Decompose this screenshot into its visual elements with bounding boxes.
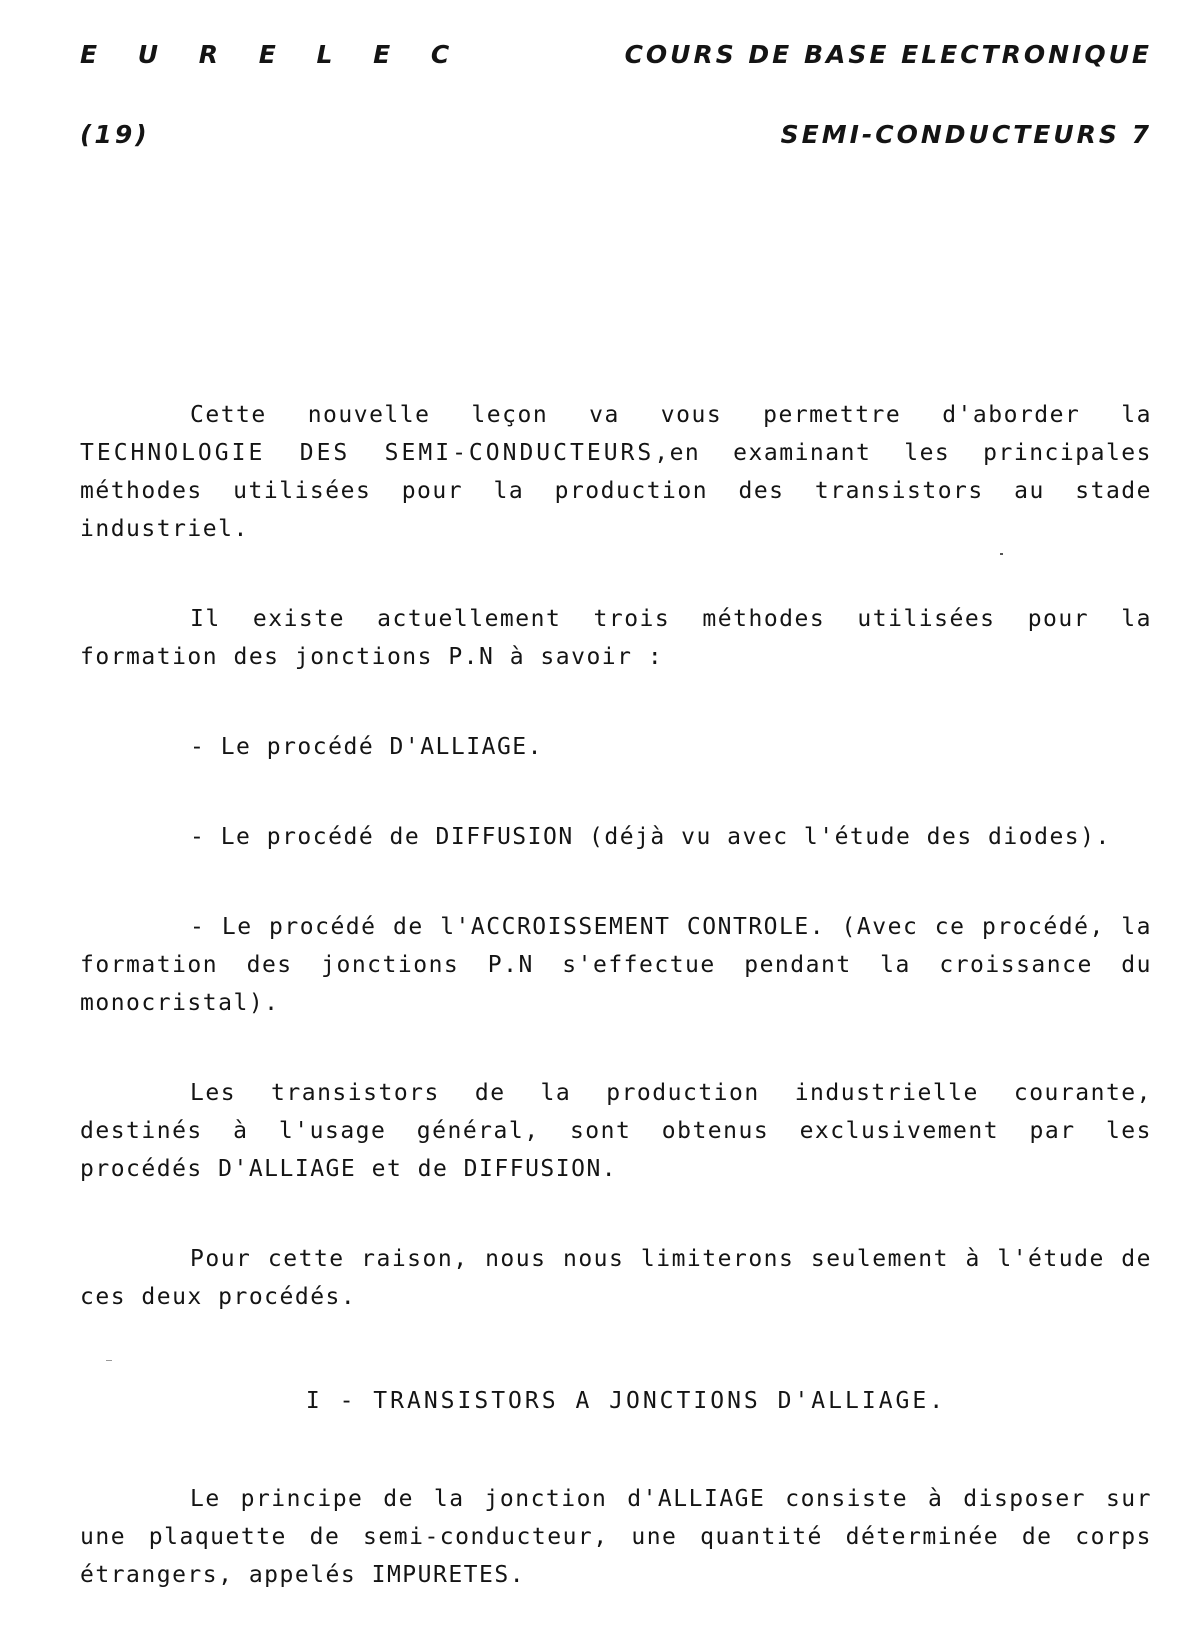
method-item-controlled-growth: - Le procédé de l'ACCROISSEMENT CONTROLE. (Avec ce procédé, la formation des jonctions P.N s'effectue pendant la croissance du monocristal). [80,914,1152,1016]
methods-intro-paragraph: Il existe actuellement trois méthodes utilisées pour la formation des jonctions P.N à savoir : [80,606,1152,670]
brand-name: E U R E L E C [80,40,466,69]
page-header [80,40,1152,69]
method-item-alloy: - Le procédé D'ALLIAGE. [190,734,543,760]
page-number: (19) [80,120,150,149]
alloy-principle-paragraph: Le principe de la jonction d'ALLIAGE consiste à disposer sur une plaquette de semi-conducteur, une quantité déterminée de corps étrangers, appelés IMPURETES. [80,1486,1152,1588]
intro-paragraph [80,396,1152,548]
intro-rest: ,en examinant les principales méthodes utilisées pour la production des transistors au stade industriel. [80,440,1152,542]
section-title: I - TRANSISTORS A JONCTIONS D'ALLIAGE. [305,1388,947,1414]
page-subheader [80,120,1152,149]
scan-speck [106,1360,112,1361]
industrial-transistors-paragraph: Les transistors de la production industrielle courante, destinés à l'usage général, sont obtenus exclusivement par les procédés D'ALLIAGE et de DIFFUSION. [80,1080,1152,1182]
intro-lead: Cette nouvelle leçon va vous permettre d'aborder la [190,402,1152,428]
lesson-subject: SEMI-CONDUCTEURS 7 [780,120,1152,149]
scope-paragraph: Pour cette raison, nous nous limiterons seulement à l'étude de ces deux procédés. [80,1246,1152,1310]
course-title: COURS DE BASE ELECTRONIQUE [624,40,1152,69]
intro-emphasis: TECHNOLOGIE DES SEMI-CONDUCTEURS [80,440,655,466]
scan-speck [1000,553,1003,555]
method-item-diffusion: - Le procédé de DIFFUSION (déjà vu avec l'étude des diodes). [190,824,1111,850]
document-body [80,396,1152,1594]
